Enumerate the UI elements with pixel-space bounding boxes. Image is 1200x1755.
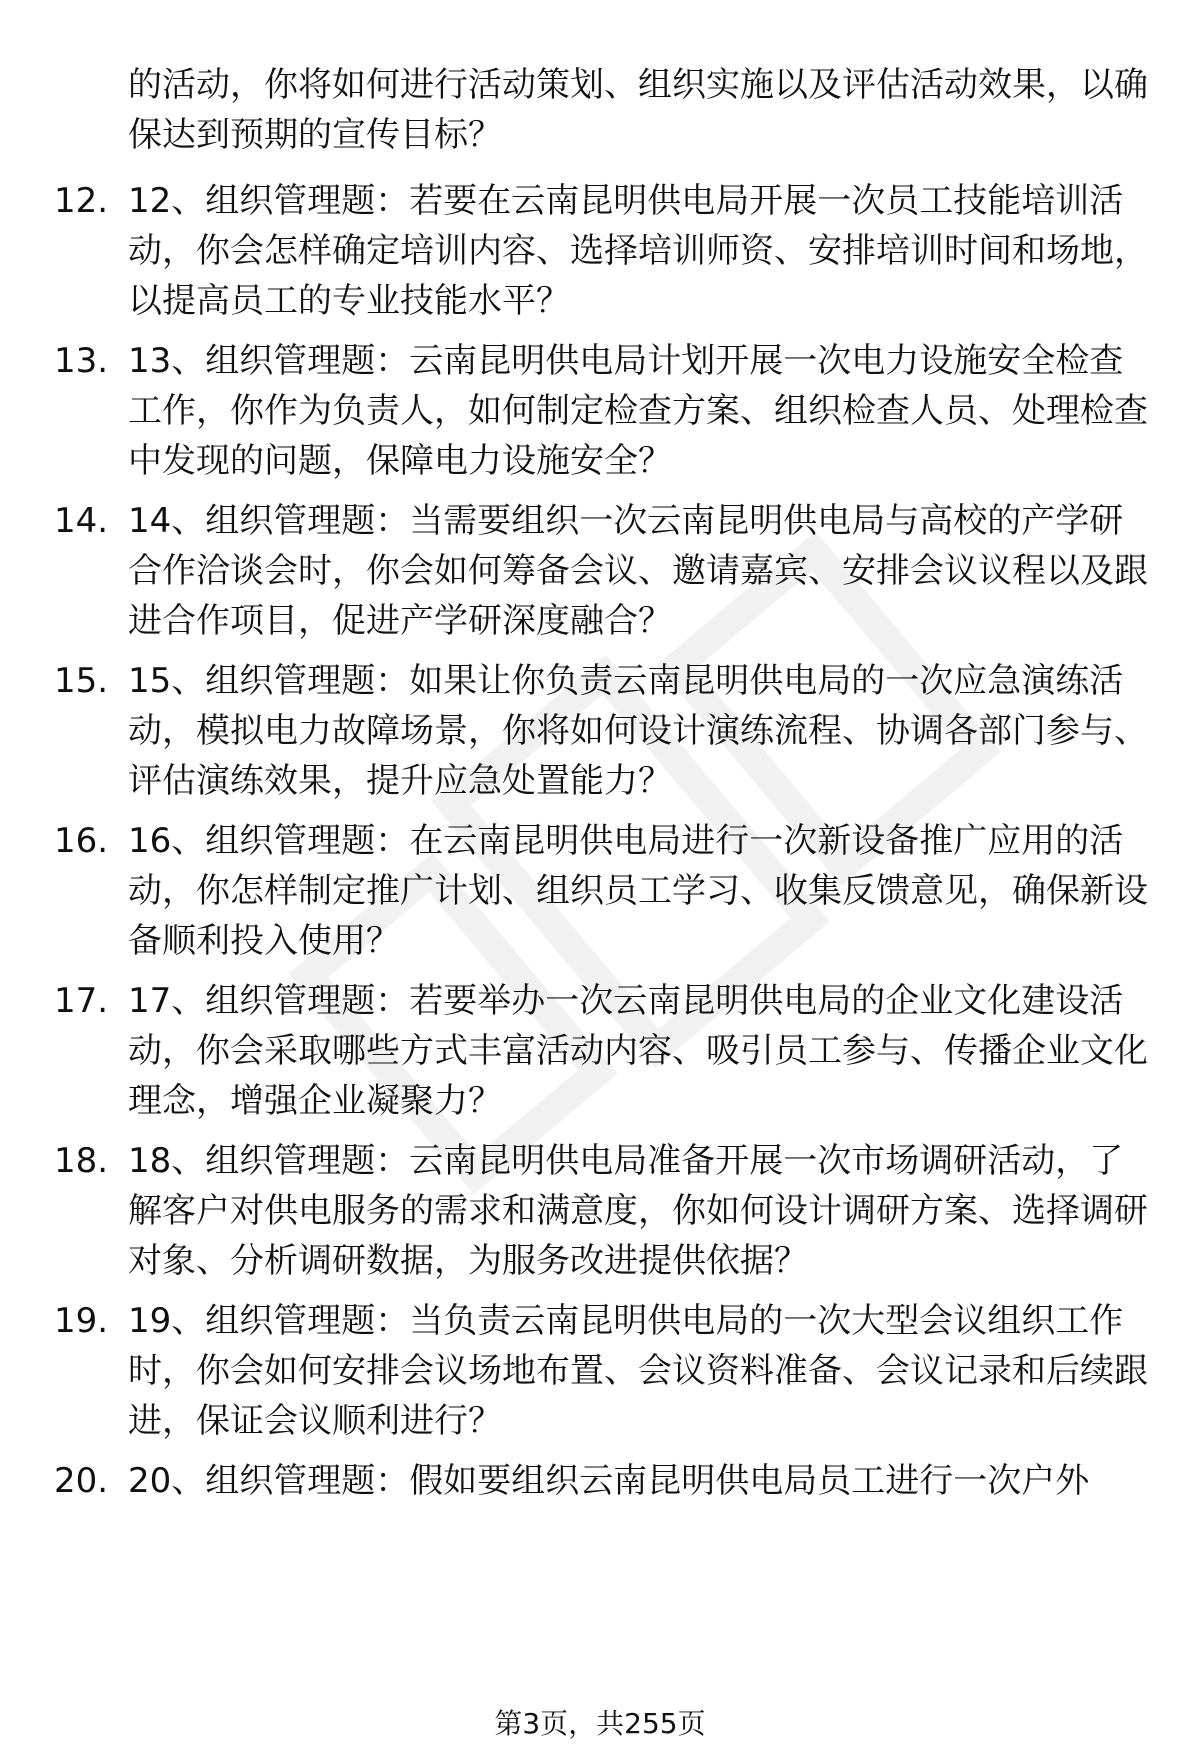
item-text: 14、组织管理题：当需要组织一次云南昆明供电局与高校的产学研合作洽谈会时，你会如何筹备会议、邀请嘉宾、安排会议议程以及跟进合作项目，促进产学研深度融合？ bbox=[128, 501, 1148, 641]
item-text: 18、组织管理题：云南昆明供电局准备开展一次市场调研活动，了解客户对供电服务的需求和满意度，你如何设计调研方案、选择调研对象、分析调研数据，为服务改进提供依据？ bbox=[128, 1141, 1148, 1281]
item-text: 15、组织管理题：如果让你负责云南昆明供电局的一次应急演练活动，模拟电力故障场景，你将如何设计演练流程、协调各部门参与、评估演练效果，提升应急处置能力？ bbox=[128, 661, 1148, 801]
item-number: 12. bbox=[54, 181, 109, 221]
page-footer: 第3页，共255页 bbox=[494, 1707, 706, 1740]
item-text: 12、组织管理题：若要在云南昆明供电局开展一次员工技能培训活动，你会怎样确定培训内容、选择培训师资、安排培训时间和场地，以提高员工的专业技能水平？ bbox=[128, 181, 1148, 321]
item-text: 20、组织管理题：假如要组织云南昆明供电局员工进行一次户外 bbox=[128, 1461, 1090, 1501]
item-number: 20. bbox=[54, 1461, 109, 1501]
item-number: 16. bbox=[54, 821, 109, 861]
item-text: 13、组织管理题：云南昆明供电局计划开展一次电力设施安全检查工作，你作为负责人，如何制定检查方案、组织检查人员、处理检查中发现的问题，保障电力设施安全？ bbox=[128, 341, 1148, 481]
item-number: 15. bbox=[54, 661, 109, 701]
item-text: 19、组织管理题：当负责云南昆明供电局的一次大型会议组织工作时，你会如何安排会议场地布置、会议资料准备、会议记录和后续跟进，保证会议顺利进行？ bbox=[128, 1301, 1148, 1441]
item-text: 17、组织管理题：若要举办一次云南昆明供电局的企业文化建设活动，你会采取哪些方式丰富活动内容、吸引员工参与、传播企业文化理念，增强企业凝聚力？ bbox=[128, 981, 1148, 1121]
item-number: 19. bbox=[54, 1301, 109, 1341]
item-number: 18. bbox=[54, 1141, 109, 1181]
continuation-text: 的活动，你将如何进行活动策划、组织实施以及评估活动效果，以确保达到预期的宣传目标？ bbox=[128, 65, 1148, 155]
item-number: 13. bbox=[54, 341, 109, 381]
item-text: 16、组织管理题：在云南昆明供电局进行一次新设备推广应用的活动，你怎样制定推广计划、组织员工学习、收集反馈意见，确保新设备顺利投入使用？ bbox=[128, 821, 1148, 961]
item-number: 17. bbox=[54, 981, 109, 1021]
item-number: 14. bbox=[54, 501, 109, 541]
